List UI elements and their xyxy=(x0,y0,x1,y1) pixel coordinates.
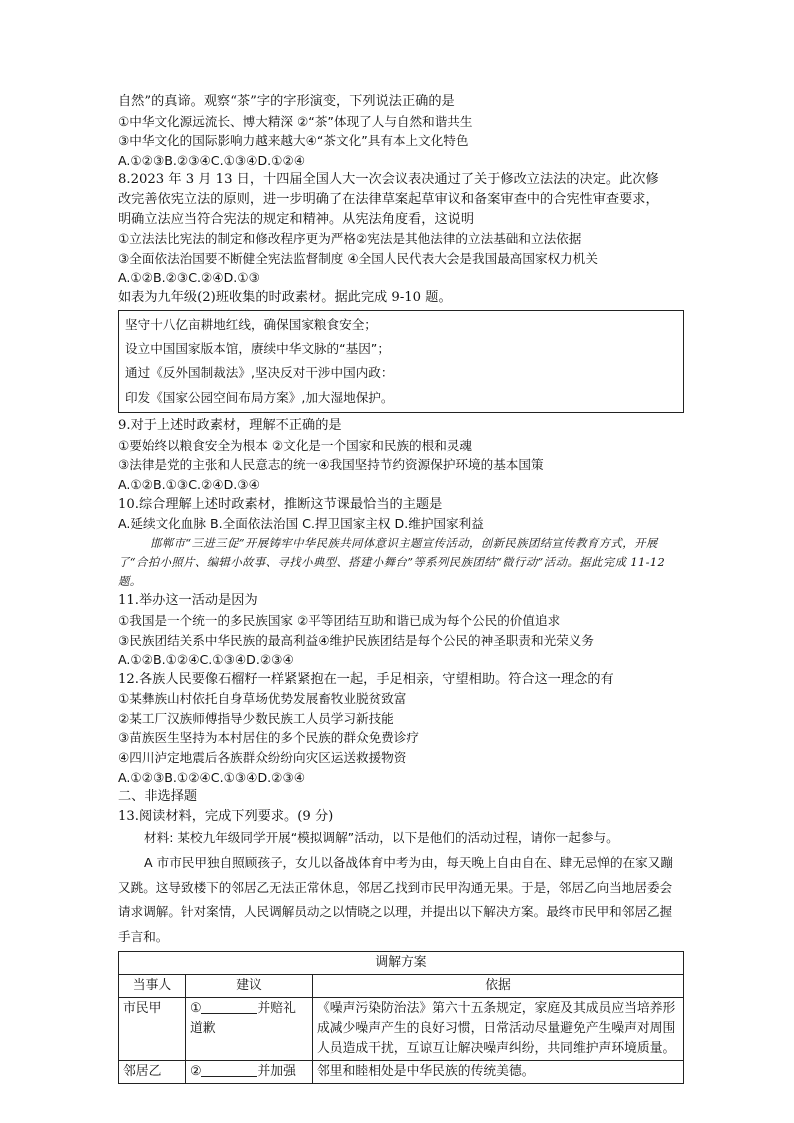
box-line: 印发《国家公园空间布局方案》,加大湿地保护。 xyxy=(125,389,394,405)
statement-line: ①立法法比宪法的制定和修改程序更为严格②宪法是其他法律的立法基础和立法依据 xyxy=(118,231,582,247)
table-row xyxy=(119,998,684,1061)
answer-options: A.延续文化血脉 B.全面依法治国 C.捍卫国家主权 D.维护国家利益 xyxy=(118,516,484,532)
text-line: 13.阅读材料，完成下列要求。(9 分) xyxy=(118,808,334,824)
text-line: 如表为九年级(2)班收集的时政素材。据此完成 9-10 题。 xyxy=(118,289,452,305)
box-line: 设立中国国家版本馆，赓续中华文脉的“基因”； xyxy=(125,340,390,356)
text-line: 自然”的真谛。观察“茶”字的字形演变，下列说法正确的是 xyxy=(118,94,455,109)
statement-line: ③全面依法治国要不断健全宪法监督制度 ④全国人民代表大会是我国最高国家权力机关 xyxy=(118,250,598,266)
suggestion-suffix: 并加强 xyxy=(257,1064,296,1080)
text-line: 改完善依宪立法的原则，进一步明确了在法律草案起草审议和备案审查中的合宪性审查要求， xyxy=(118,191,659,207)
table-header: 建议 xyxy=(186,975,313,998)
questions-9-10 xyxy=(118,416,684,534)
statement-line: ④四川泸定地震后各族群众纷纷向灾区运送救援物资 xyxy=(118,750,407,766)
answer-options: A.①②B.①②④C.①③④D.②③④ xyxy=(118,652,294,668)
text-line: 9.对于上述时政素材，理解不正确的是 xyxy=(118,418,342,434)
suggestion-cell xyxy=(186,998,313,1061)
questions-11-13 xyxy=(118,591,684,826)
news-materials-box xyxy=(118,310,684,414)
text-line: 10.综合理解上述时政素材，推断这节课最恰当的主题是 xyxy=(118,496,443,512)
basis-cell: 《噪声污染防治法》第六十五条规定，家庭及其成员应当培养形成减少噪声产生的良好习惯，日常活动尽量避免产生噪声对周围人员造成干扰，互谅互让解决噪声纠纷，共同维护声环境质量。 xyxy=(313,998,684,1061)
table-header: 依据 xyxy=(313,975,684,998)
table-caption: 调解方案 xyxy=(119,952,684,975)
suggestion-suffix: 并赔礼道歉 xyxy=(190,1001,296,1037)
statement-line: ①我国是一个统一的多民族国家 ②平等团结互助和谐已成为每个公民的价值追求 xyxy=(118,612,561,628)
table-header: 当事人 xyxy=(119,975,186,998)
answer-options: A.①②③B.①②④C.①③④D.②③④ xyxy=(118,769,306,785)
statement-line: ③苗族医生坚持为本村居住的多个民族的群众免费诊疗 xyxy=(118,730,419,746)
suggestion-cell xyxy=(186,1061,313,1084)
text-line: 明确立法应当符合宪法的规定和精神。从宪法角度看，这说明 xyxy=(118,211,475,227)
activity-intro: 邯郸市“三进三促”开展铸牢中华民族共同体意识主题宣传活动，创新民族团结宣传教育方式，开展了“合拍小照片、编辑小故事、寻找小典型、搭建小舞台”等系列民族团结“微行动”活动。据此完成 11-12 题。 xyxy=(118,535,666,589)
material-lead: 材料: 某校九年级同学开展“模拟调解”活动，以下是他们的活动过程，请你一起参与。 xyxy=(144,830,619,846)
answer-options: A.①②B.①③C.②④D.③④ xyxy=(118,476,260,492)
basis-cell: 邻里和睦相处是中华民族的传统美德。 xyxy=(313,1061,684,1084)
section-heading: 二、非选择题 xyxy=(118,789,198,805)
statement-line: ③法律是党的主张和人民意志的统一④我国坚持节约资源保护环境的基本国策 xyxy=(118,457,544,473)
exam-page xyxy=(118,92,684,1084)
statement-line: ①某彝族山村依托自身草场优势发展畜牧业脱贫致富 xyxy=(118,691,407,707)
statement-line: ②某工厂汉族师傅指导少数民族工人员学习新技能 xyxy=(118,710,394,726)
answer-blank[interactable] xyxy=(201,999,257,1014)
question-7-tail xyxy=(118,92,684,170)
suggestion-number: ② xyxy=(190,1064,202,1080)
box-line: 坚守十八亿亩耕地红线，确保国家粮食安全； xyxy=(125,316,377,332)
question-8 xyxy=(118,170,684,288)
statement-line: ①要始终以粮食安全为根本 ②文化是一个国家和民族的根和灵魂 xyxy=(118,437,473,453)
answer-options: A.①②B.②③C.②④D.①③ xyxy=(118,270,260,286)
box-line: 通过《反外国制裁法》,坚决反对干涉中国内政： xyxy=(125,365,394,381)
statement-line: ①中华文化源远流长、博大精深 ②“茶”体现了人与自然和谐共生 xyxy=(118,113,473,129)
text-line: 11.举办这一活动是因为 xyxy=(118,593,258,609)
mediation-plan-table xyxy=(118,951,684,1084)
table-row xyxy=(119,1061,684,1084)
answer-options: A.①②③B.②③④C.①③④D.①②④ xyxy=(118,152,306,168)
statement-line: ③中华文化的国际影响力越来越大④“茶文化”具有本上文化特色 xyxy=(118,133,469,149)
party-cell: 邻居乙 xyxy=(119,1061,186,1084)
statement-line: ③民族团结关系中华民族的最高利益④维护民族团结是每个公民的神圣职责和光荣义务 xyxy=(118,632,594,648)
text-line: 8.2023 年 3 月 13 日，十四届全国人大一次会议表决通过了关于修改立法法的决定。此次修 xyxy=(118,172,659,188)
suggestion-number: ① xyxy=(190,1001,202,1017)
text-line: 12.各族人民要像石榴籽一样紧紧抱在一起，手足相亲，守望相助。符合这一理念的有 xyxy=(118,671,614,687)
material-body: A 市市民甲独自照顾孩子，女儿以备战体育中考为由，每天晚上自由自在、肆无忌惮的在家又蹦又跳。这导致楼下的邻居乙无法正常休息，邻居乙找到市民甲沟通无果。于是，邻居乙向当地居委会请求调解。针对案情，人民调解员动之以情晓之以理，并提出以下解决方案。最终市民甲和邻居乙握手言和。 xyxy=(118,855,673,944)
answer-blank[interactable] xyxy=(201,1062,257,1077)
party-cell: 市民甲 xyxy=(119,998,186,1061)
